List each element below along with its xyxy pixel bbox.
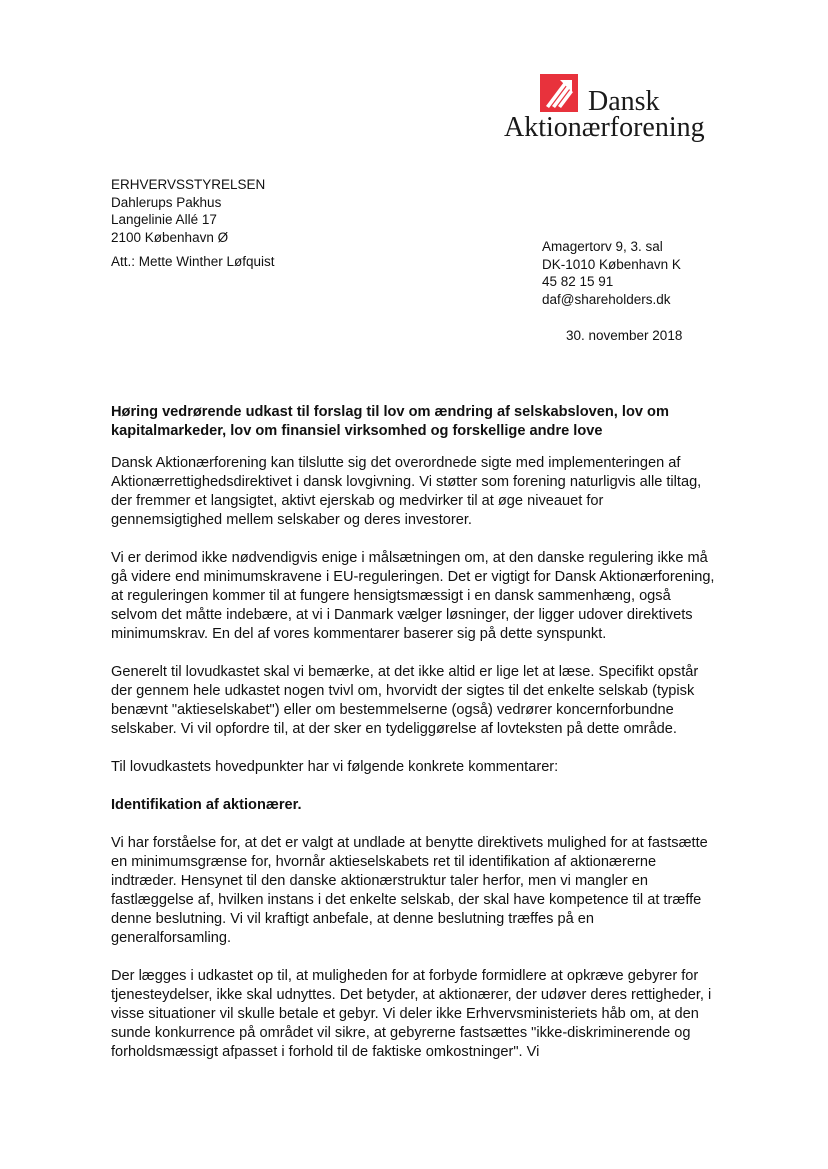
- body-paragraph: Vi er derimod ikke nødvendigvis enige i målsætningen om, at den danske regulering ikke må gå videre end minimumskravene i EU-reguleringen. Det er vigtigt for Dansk Aktionærforening, at reguleringen kommer til at fungere hensigtsmæssigt i en dansk sammenhæng, også selvom det måtte indebære, at vi i Danmark vælger løsninger, der ligger udover direktivets minimumskrav. En del af vores kommentarer baserer sig på dette synspunkt.: [111, 550, 715, 642]
- stripes-arrow-icon: [540, 74, 578, 112]
- logo-text-line1: Dansk: [588, 86, 660, 117]
- letter-subject: Høring vedrørende udkast til forslag til lov om ændring af selskabsloven, lov om kapitalmarkeder, lov om finansiel virksomhed og forskellige andre love: [111, 404, 669, 439]
- organization-logo: [504, 74, 714, 148]
- sender-email: daf@shareholders.dk: [542, 291, 671, 307]
- body-paragraph: Til lovudkastets hovedpunkter har vi følgende konkrete kommentarer:: [111, 759, 559, 775]
- recipient-line: Dahlerups Pakhus: [111, 194, 222, 210]
- sender-line: DK-1010 København K: [542, 256, 681, 272]
- recipient-line: ERHVERVSSTYRELSEN: [111, 177, 266, 192]
- letter-date: 30. november 2018: [566, 328, 683, 343]
- body-paragraph: Der lægges i udkastet op til, at muligheden for at forbyde formidlere at opkræve gebyrer for tjenesteydelser, ikke skal udnyttes. Det betyder, at aktionærer, der udøver deres rettigheder, i visse situationer vil skulle betale et gebyr. Vi deler ikke Erhvervsministeriets håb om, at den sunde konkurrence på området vil sikre, at gebyrerne fastsættes "ikke-diskriminerende og forholdsmæssigt afpasset i forhold til de faktiske omkostninger". Vi: [111, 968, 712, 1060]
- letter-body: [111, 454, 716, 1081]
- sender-line: Amagertorv 9, 3. sal: [542, 239, 663, 254]
- logo-text-line2: Aktionærforening: [504, 112, 705, 143]
- attention-line: Att.: Mette Winther Løfquist: [111, 254, 275, 269]
- body-paragraph: Dansk Aktionærforening kan tilslutte sig det overordnede sigte med implementeringen af Aktionærrettighedsdirektivet i dansk lovgivning. Vi støtter som forening naturligvis alle tiltag, der fremmer et langsigtet, aktivt ejerskab og medvirker til at øge niveauet for gennemsigtighed mellem selskaber og deres investorer.: [111, 455, 702, 528]
- recipient-address: [111, 176, 265, 246]
- sender-address: [542, 238, 681, 308]
- section-heading: Identifikation af aktionærer.: [111, 797, 302, 813]
- sender-phone: 45 82 15 91: [542, 274, 614, 289]
- body-paragraph: Vi har forståelse for, at det er valgt at undlade at benytte direktivets mulighed for at fastsætte en minimumsgrænse for, hvornår aktieselskabets ret til identifikation af aktionærerne indtræder. Hensynet til den danske aktionærstruktur taler herfor, men vi mangler en fastlæggelse af, hvilken instans i det enkelte selskab, der skal have kompetence til at træffe denne beslutning. Vi vil kraftigt anbefale, at denne beslutning træffes på en generalforsamling.: [111, 835, 708, 946]
- recipient-line: Langelinie Allé 17: [111, 212, 217, 227]
- recipient-line: 2100 København Ø: [111, 229, 229, 245]
- body-paragraph: Generelt til lovudkastet skal vi bemærke, at det ikke altid er lige let at læse. Specifikt opstår der gennem hele udkastet nogen tvivl om, hvorvidt der sigtes til det enkelte selskab (typisk benævnt "aktieselskabet") eller om bestemmelserne (også) vedrører koncernforbundne selskaber. Vi vil opfordre til, at der sker en tydeliggørelse af lovteksten på dette område.: [111, 664, 699, 737]
